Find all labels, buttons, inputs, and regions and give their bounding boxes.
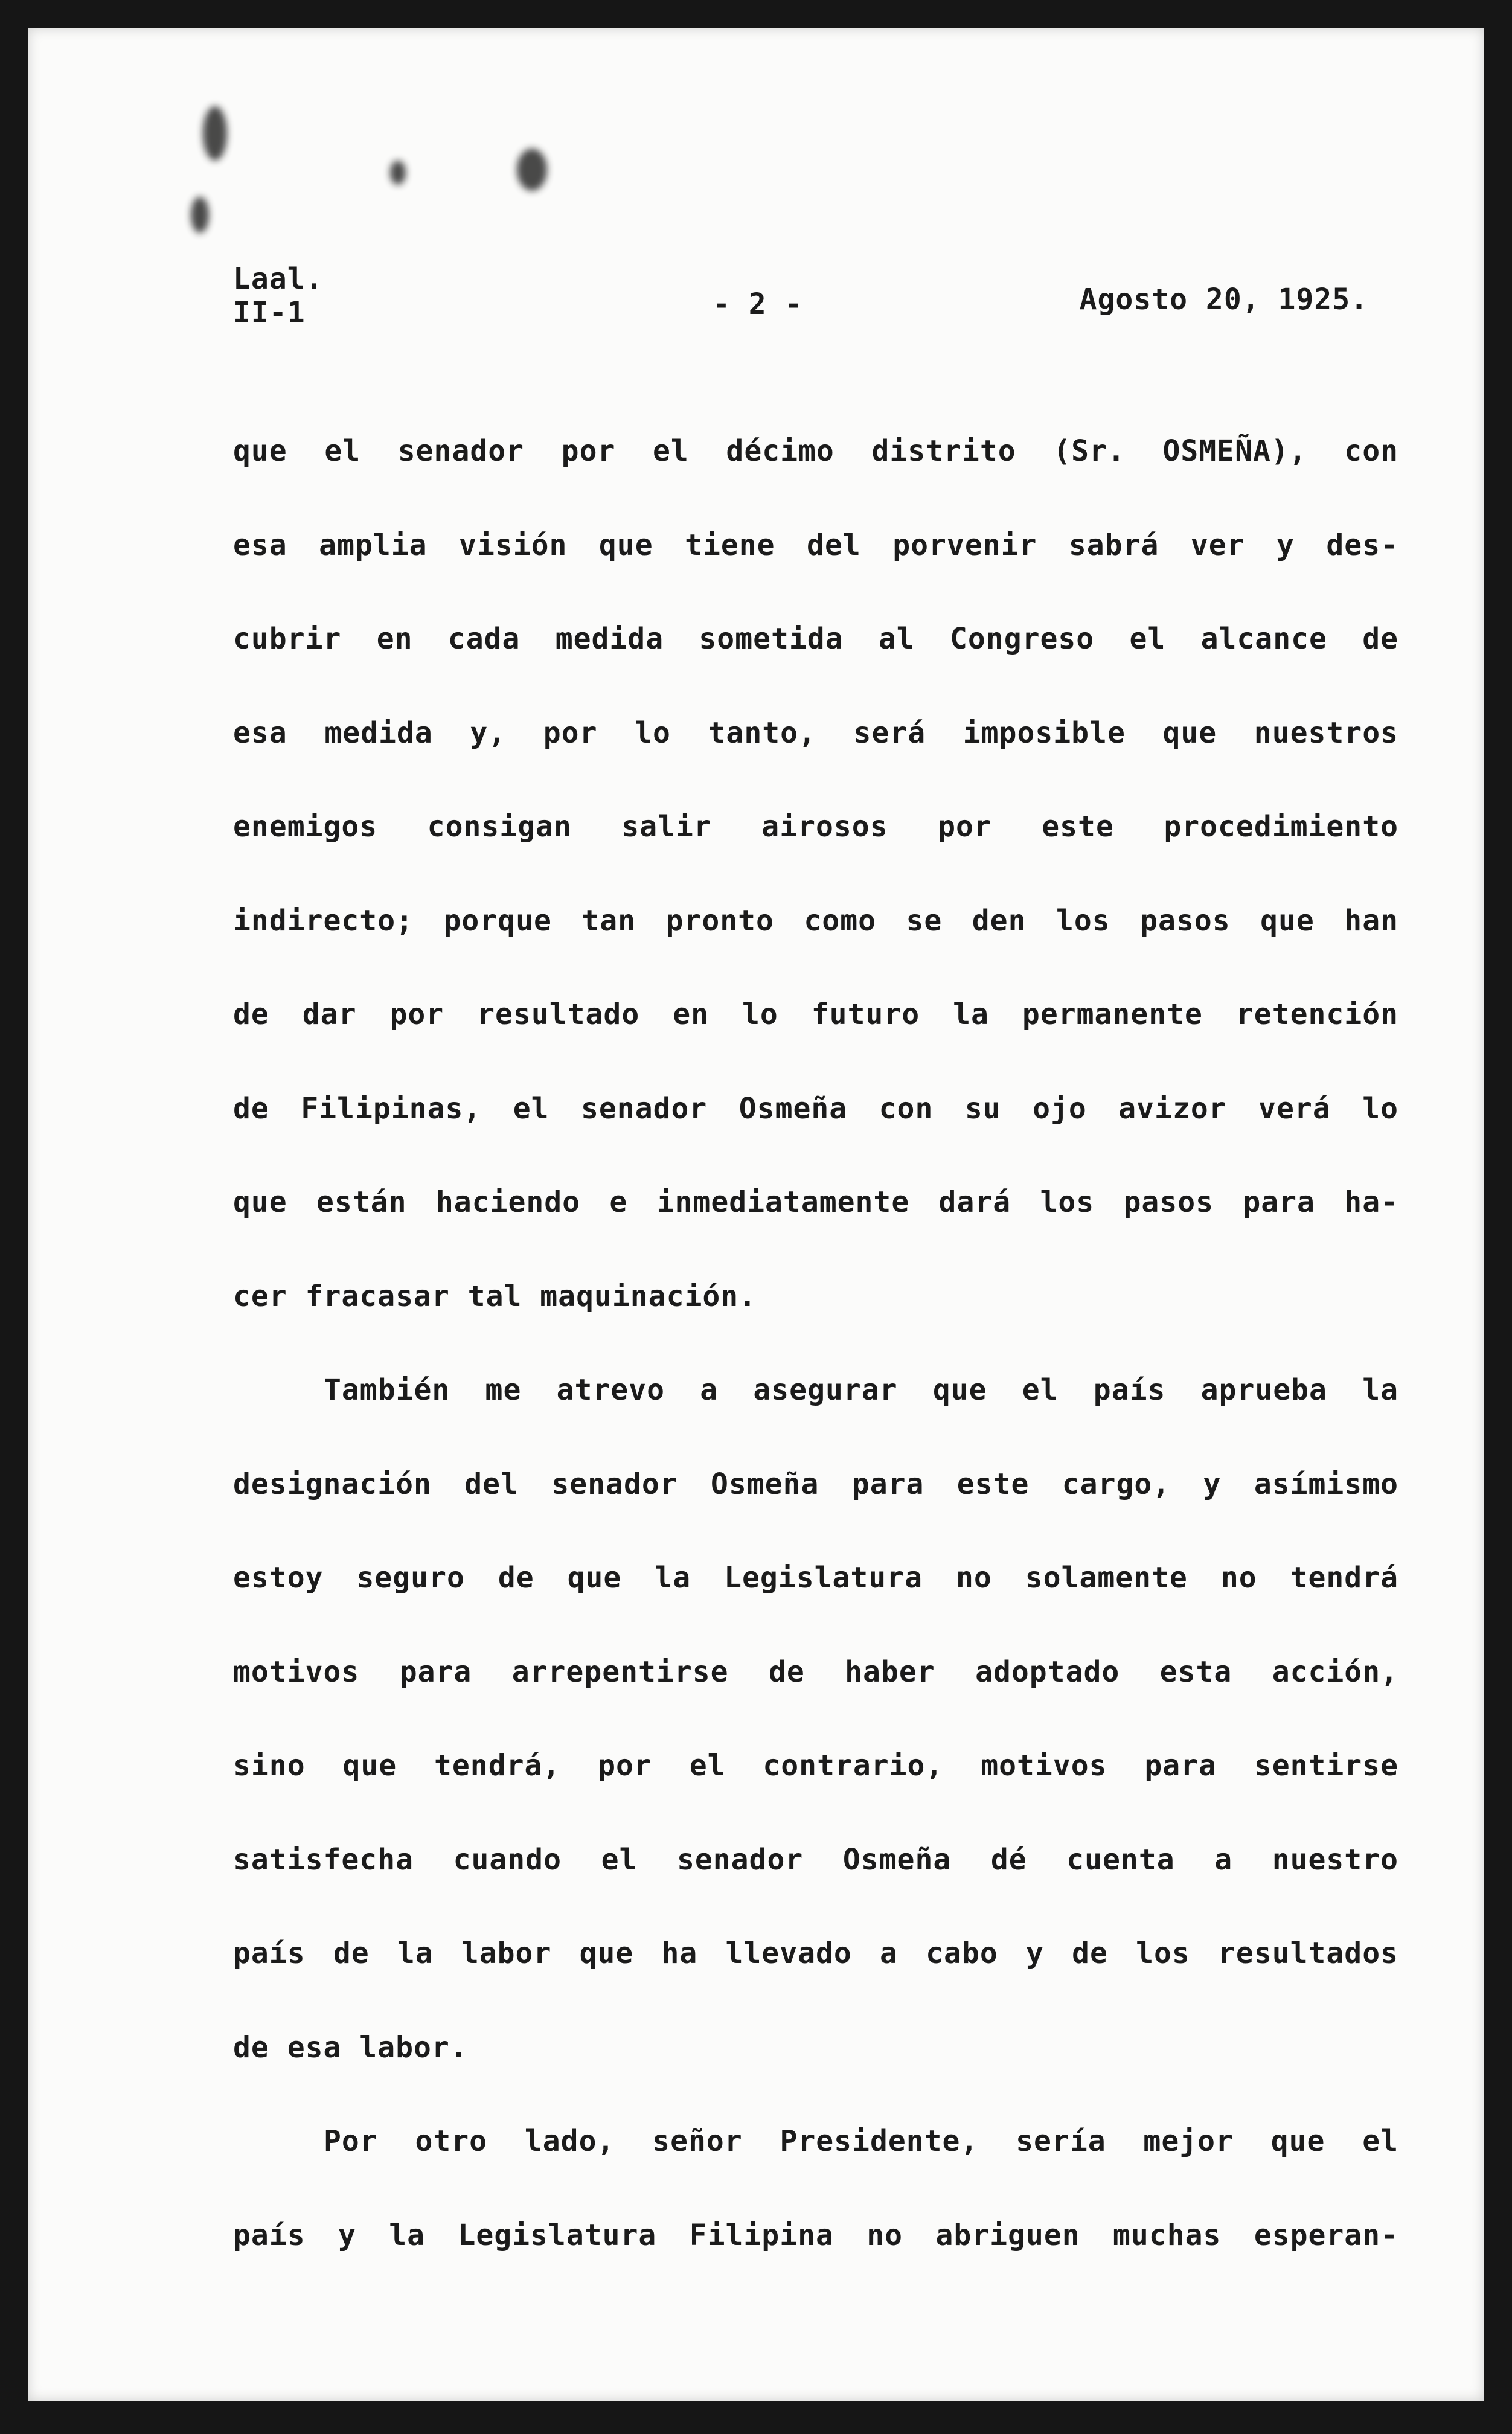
text-line: enemigos consigan salir airosos por este procedimiento (233, 810, 1398, 844)
document-body (233, 405, 1398, 2282)
text-line: que están haciendo e inmediatamente dará los pasos para ha- (233, 1185, 1398, 1219)
header-reference-line-1: Laal. (233, 262, 324, 296)
text-line: de esa labor. (233, 2030, 468, 2064)
header-reference-line-2: II-1 (233, 296, 306, 330)
text-line: de Filipinas, el senador Osmeña con su ojo avizor verá lo (233, 1091, 1398, 1126)
text-line: cubrir en cada medida sometida al Congreso el alcance de (233, 622, 1398, 656)
text-line: Por otro lado, señor Presidente, sería mejor que el (324, 2124, 1398, 2158)
text-line: cer fracasar tal maquinación. (233, 1279, 757, 1313)
text-line: satisfecha cuando el senador Osmeña dé cuenta a nuestro (233, 1842, 1398, 1877)
text-line: país y la Legislatura Filipina no abriguen muchas esperan- (233, 2218, 1398, 2252)
ink-blot (390, 161, 406, 185)
ink-blot (517, 149, 547, 191)
ink-blot (203, 106, 227, 161)
ink-blot (191, 197, 209, 233)
text-line: de dar por resultado en lo futuro la permanente retención (233, 998, 1398, 1031)
text-line: estoy seguro de que la Legislatura no solamente no tendrá (233, 1561, 1398, 1595)
page-number: - 2 - (713, 287, 803, 321)
text-line: motivos para arrepentirse de haber adoptado esta acción, (233, 1654, 1398, 1689)
text-line: esa medida y, por lo tanto, será imposible que nuestros (233, 716, 1398, 750)
text-line: designación del senador Osmeña para este cargo, y asímismo (233, 1467, 1398, 1501)
text-line: indirecto; porque tan pronto como se den los pasos que han (233, 903, 1398, 938)
text-line: sino que tendrá, por el contrario, motivos para sentirse (233, 1749, 1398, 1782)
text-line: También me atrevo a asegurar que el país aprueba la (324, 1373, 1398, 1407)
header-reference (233, 262, 324, 330)
text-line: país de la labor que ha llevado a cabo y de los resultados (233, 1936, 1398, 1970)
text-line: esa amplia visión que tiene del porvenir sabrá ver y des- (233, 528, 1398, 562)
text-line: que el senador por el décimo distrito (Sr. OSMEÑA), con (233, 434, 1398, 468)
header-date: Agosto 20, 1925. (1079, 283, 1368, 316)
